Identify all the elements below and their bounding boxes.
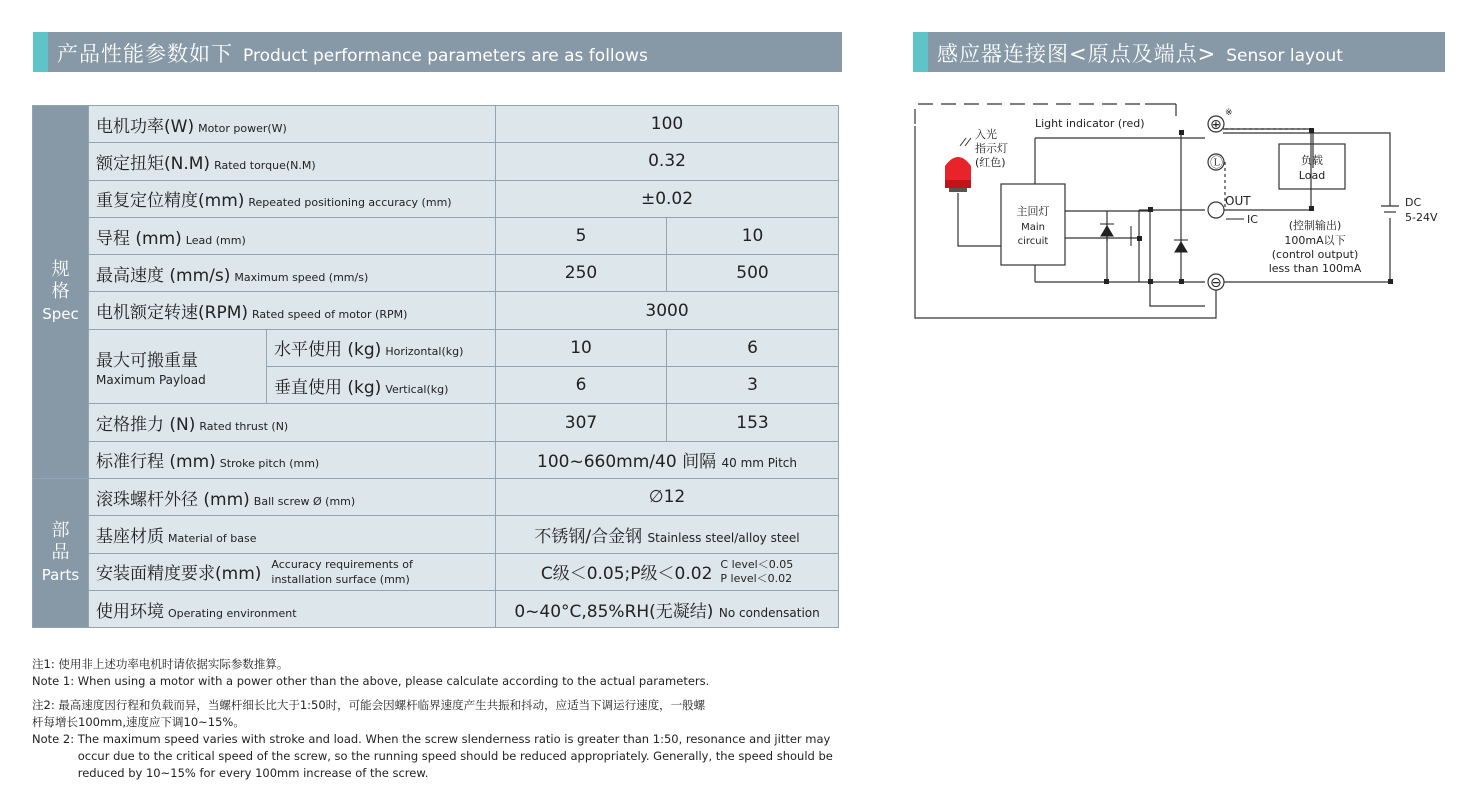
table-row	[33, 590, 839, 627]
value-lead-2: 10	[667, 217, 839, 254]
label-rated-thrust: 定格推力 (N) Rated thrust (N)	[89, 404, 496, 441]
value-base-material: 不锈钢/合金钢 Stainless steel/alloy steel	[496, 516, 839, 553]
label-motor-power: 电机功率(W) Motor power(W)	[89, 106, 496, 143]
value-max-speed-1: 250	[496, 255, 667, 292]
label-repeat-accuracy: 重复定位精度(mm) Repeated positioning accuracy (mm)	[89, 180, 496, 217]
l-symbol: Ⓛ	[1210, 156, 1224, 171]
value-rated-thrust-1: 307	[496, 404, 667, 441]
value-vertical-1: 6	[496, 367, 667, 404]
table-row	[33, 553, 839, 590]
label-payload: 最大可搬重量 Maximum Payload	[89, 329, 267, 404]
notes	[32, 656, 847, 782]
terminal-out	[1208, 202, 1224, 218]
light-zh-1: 入光	[975, 128, 997, 141]
label-base-material: 基座材质 Material of base	[89, 516, 496, 553]
label-stroke: 标准行程 (mm) Stroke pitch (mm)	[89, 441, 496, 478]
label-max-speed: 最高速度 (mm/s) Maximum speed (mm/s)	[89, 255, 496, 292]
performance-header-en: Product performance parameters are as follows	[243, 46, 648, 66]
diode-icon	[1175, 242, 1187, 252]
sensor-header-en: Sensor layout	[1226, 46, 1343, 66]
table-row	[33, 106, 839, 143]
value-rated-speed: 3000	[496, 292, 839, 329]
star-symbol: ※	[1225, 108, 1233, 118]
ic-label: IC	[1247, 213, 1258, 226]
table-row	[33, 441, 839, 478]
value-max-speed-2: 500	[667, 255, 839, 292]
value-repeat-accuracy: ±0.02	[496, 180, 839, 217]
ctrl-en-2: less than 100mA	[1268, 262, 1362, 275]
load-zh: 负载	[1301, 154, 1323, 167]
red-lamp-icon	[945, 138, 971, 192]
note2-zh-line2: 杆每增长100mm,速度应下调10~15%。	[32, 715, 245, 729]
spec-table	[32, 105, 839, 628]
load-en: Load	[1298, 169, 1326, 182]
label-mount-accuracy: 安装面精度要求(mm) Accuracy requirements of installation surface (mm)	[89, 553, 496, 590]
value-mount-accuracy: C级＜0.05;P级＜0.02 C level＜0.05 P level＜0.02	[496, 553, 839, 590]
group-spec: 规 格 Spec	[33, 106, 89, 479]
table-row	[33, 217, 839, 254]
header-accent-bar	[33, 32, 48, 72]
main-en-2: circuit	[1017, 236, 1049, 247]
label-rated-speed: 电机额定转速(RPM) Rated speed of motor (RPM)	[89, 292, 496, 329]
ctrl-ma: 100mA以下	[1284, 234, 1346, 247]
light-zh-2: 指示灯	[975, 142, 1008, 155]
table-row	[33, 329, 839, 366]
performance-header	[33, 32, 842, 72]
table-row	[33, 516, 839, 553]
label-vertical: 垂直使用 (kg) Vertical(kg)	[267, 367, 496, 404]
value-vertical-2: 3	[667, 367, 839, 404]
value-lead-1: 5	[496, 217, 667, 254]
value-horizontal-1: 10	[496, 329, 667, 366]
value-rated-torque: 0.32	[496, 143, 839, 180]
dc-label: DC	[1405, 196, 1422, 209]
light-zh-3: (红色)	[975, 156, 1006, 169]
sensor-header-title: 感应器连接图<原点及端点> Sensor layout	[937, 42, 1343, 66]
label-rated-torque: 额定扭矩(N.M) Rated torque(N.M)	[89, 143, 496, 180]
label-lead: 导程 (mm) Lead (mm)	[89, 217, 496, 254]
table-row	[33, 404, 839, 441]
label-environment: 使用环境 Operating environment	[89, 590, 496, 627]
out-label: OUT	[1225, 194, 1251, 208]
note2-zh-line1: 注2: 最高速度因行程和负载而异，当螺杆细长比大于1:50时，可能会因螺杆临界速度产生共振和抖动，应适当下调运行速度，一般螺	[32, 698, 706, 712]
group-parts: 部 品 Parts	[33, 478, 89, 627]
value-rated-thrust-2: 153	[667, 404, 839, 441]
table-row	[33, 478, 839, 515]
value-environment: 0~40°C,85%RH(无凝结) No condensation	[496, 590, 839, 627]
performance-header-title: 产品性能参数如下 Product performance parameters are as follows	[57, 42, 648, 66]
ctrl-zh: (控制输出)	[1288, 219, 1342, 232]
zener-diode-icon	[1101, 226, 1113, 236]
sensor-wiring-diagram	[913, 96, 1453, 326]
note2-en: Note 2: The maximum speed varies with stroke and load. When the screw slenderness ratio is greater than 1:50, resonance and jitter may occur due to the critical speed of the screw, so the running speed should be reduced appropriately. Generally, the speed should be reduced by 10~15% for every 100mm increase of the screw.	[32, 732, 833, 780]
light-en: Light indicator (red)	[1035, 117, 1145, 130]
ctrl-en-1: (control output)	[1271, 248, 1359, 261]
value-stroke: 100~660mm/40 间隔 40 mm Pitch	[496, 441, 839, 478]
label-horizontal: 水平使用 (kg) Horizontal(kg)	[267, 329, 496, 366]
value-horizontal-2: 6	[667, 329, 839, 366]
value-motor-power: 100	[496, 106, 839, 143]
table-row	[33, 292, 839, 329]
main-en-1: Main	[1021, 222, 1045, 233]
note1-en: Note 1: When using a motor with a power other than the above, please calculate according to the actual parameters.	[32, 674, 710, 688]
minus-symbol: ⊖	[1210, 275, 1222, 291]
value-ball-screw: ∅12	[496, 478, 839, 515]
sensor-header	[913, 32, 1445, 72]
note1-zh: 注1: 使用非上述功率电机时请依据实际参数推算。	[32, 657, 289, 671]
table-row	[33, 180, 839, 217]
table-row	[33, 143, 839, 180]
plus-symbol: ⊕	[1210, 117, 1222, 133]
main-zh: 主回灯	[1016, 205, 1050, 218]
header-accent-bar	[913, 32, 928, 72]
label-ball-screw: 滚珠螺杆外径 (mm) Ball screw Ø (mm)	[89, 478, 496, 515]
table-row	[33, 255, 839, 292]
volt-label: 5-24V	[1405, 211, 1438, 224]
